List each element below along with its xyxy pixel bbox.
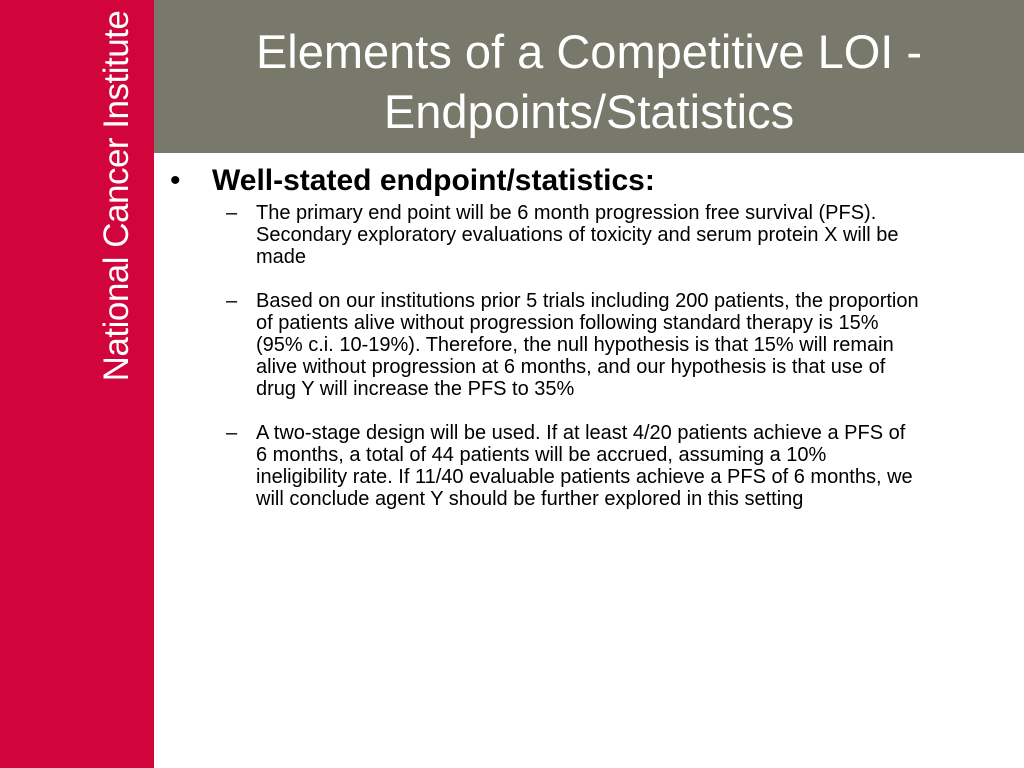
sub-bullet-line: 6 months, a total of 44 patients will be accrued, assuming a 10% xyxy=(256,444,827,466)
sub-bullet-list xyxy=(170,202,1018,510)
sub-bullet-line: ineligibility rate. If 11/40 evaluable patients achieve a PFS of 6 months, we xyxy=(256,466,913,488)
sub-bullet-hypothesis xyxy=(170,290,1018,400)
sub-bullet-line: Based on our institutions prior 5 trials including 200 patients, the proportion xyxy=(256,290,919,312)
bullet-icon: • xyxy=(170,164,181,197)
slide-content xyxy=(170,162,1018,532)
main-bullet xyxy=(170,162,1018,200)
slide-title-line-2: Endpoints/Statistics xyxy=(383,85,795,138)
sub-bullet-line: made xyxy=(256,246,307,268)
sub-bullet-line: Secondary exploratory evaluations of toxicity and serum protein X will be xyxy=(256,224,899,246)
sub-bullet-line: The primary end point will be 6 month progression free survival (PFS). xyxy=(256,202,877,224)
sub-bullet-line: will conclude agent Y should be further explored in this setting xyxy=(256,488,804,510)
title-bar xyxy=(154,0,1024,153)
slide-title xyxy=(154,22,1024,142)
sub-bullet-line: A two-stage design will be used. If at least 4/20 patients achieve a PFS of xyxy=(256,422,906,444)
sub-bullet-line: drug Y will increase the PFS to 35% xyxy=(256,378,575,400)
sub-bullet-line: (95% c.i. 10-19%). Therefore, the null hypothesis is that 15% will remain xyxy=(256,334,894,356)
bullet-heading: Well-stated endpoint/statistics: xyxy=(212,164,655,197)
sub-bullet-primary-endpoint xyxy=(170,202,1018,268)
nci-logo-text: National Cancer Institute xyxy=(97,10,136,382)
sub-bullet-two-stage-design xyxy=(170,422,1018,510)
sidebar xyxy=(0,0,154,768)
sub-bullet-line: alive without progression at 6 months, and our hypothesis is that use of xyxy=(256,356,886,378)
dash-icon: – xyxy=(226,422,238,444)
dash-icon: – xyxy=(226,290,238,312)
slide-title-line-1: Elements of a Competitive LOI - xyxy=(255,25,923,78)
dash-icon: – xyxy=(226,202,238,224)
sub-bullet-line: of patients alive without progression following standard therapy is 15% xyxy=(256,312,879,334)
